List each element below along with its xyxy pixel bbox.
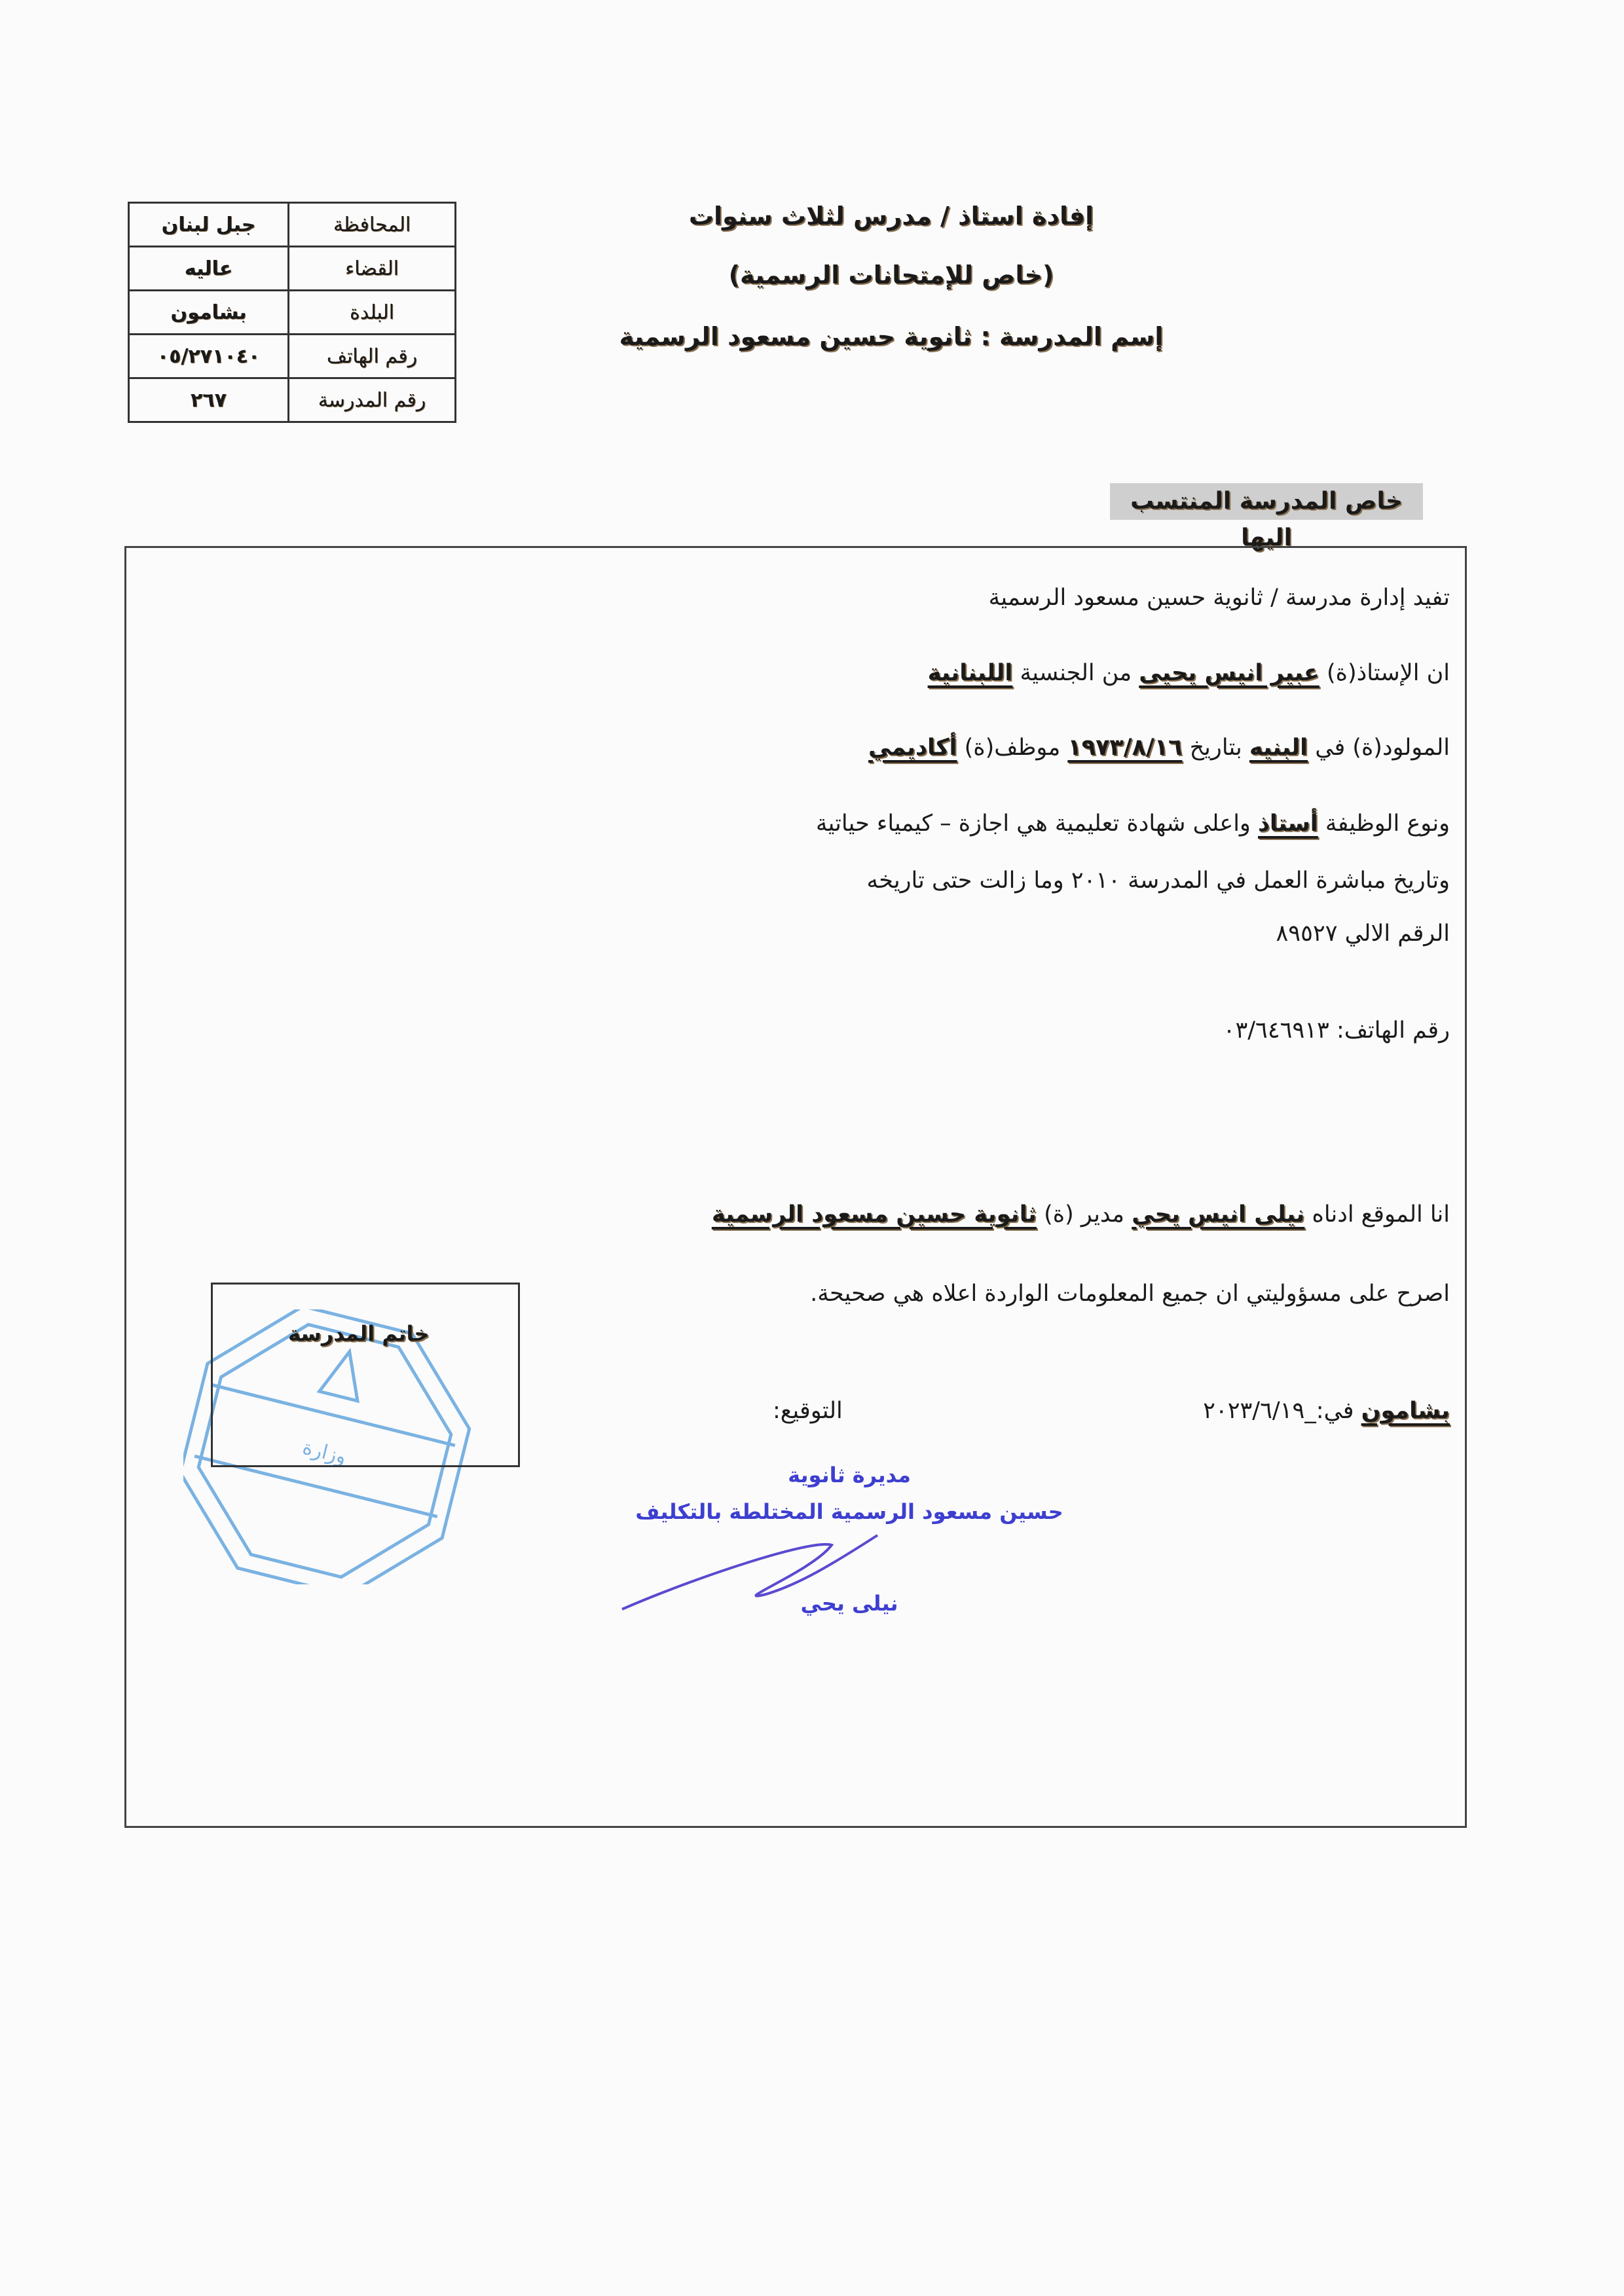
info-table bbox=[128, 202, 456, 423]
body-line-7: رقم الهاتف: ٠٣/٦٤٦٩١٣ bbox=[1223, 1017, 1450, 1044]
body-line-9: اصرح على مسؤوليتي ان جميع المعلومات الواردة اعلاه هي صحيحة. bbox=[810, 1281, 1450, 1307]
signature-title-2: حسين مسعود الرسمية المختلطة بالتكليف bbox=[635, 1499, 1063, 1524]
birth-date: ١٩٧٣/٨/١٦ bbox=[1067, 735, 1183, 761]
body-line-4: ونوع الوظيفة أستاذ واعلى شهادة تعليمية هي اجازة – كيمياء حياتية bbox=[815, 811, 1450, 837]
table-row: المحافظة جبل لبنان bbox=[129, 203, 456, 247]
signature-label: التوقيع: bbox=[773, 1398, 843, 1424]
director-name: نيلى انيس يحي bbox=[1132, 1201, 1305, 1228]
body-line-5: وتاريخ مباشرة العمل في المدرسة ٢٠١٠ وما زالت حتى تاريخه bbox=[866, 867, 1450, 894]
employee-type: أكاديمي bbox=[868, 735, 957, 761]
body-line-8: انا الموقع ادناه نيلى انيس يحي مدير (ة) ثانوية حسين مسعود الرسمية bbox=[711, 1201, 1450, 1228]
table-row: البلدة بشامون bbox=[129, 291, 456, 335]
date-line: بشامون في:_٢٠٢٣/٦/١٩ bbox=[1203, 1398, 1450, 1424]
stamp-box bbox=[211, 1283, 520, 1467]
job-type: أستاذ bbox=[1257, 811, 1318, 837]
teacher-name: عبير انيس يحيى bbox=[1139, 660, 1320, 686]
section-title: خاص المدرسة المنتسب اليها bbox=[1110, 483, 1423, 520]
document-title: إفادة استاذ / مدرس لثلاث سنوات bbox=[688, 202, 1094, 230]
table-row: رقم المدرسة ٢٦٧ bbox=[129, 378, 456, 422]
body-line-1: تفيد إدارة مدرسة / ثانوية حسين مسعود الرسمية bbox=[988, 585, 1450, 611]
stamp-label: خاتم المدرسة bbox=[288, 1321, 430, 1346]
school-name-heading: إسم المدرسة : ثانوية حسين مسعود الرسمية bbox=[619, 322, 1164, 351]
signature-name: نيلى يحي bbox=[800, 1591, 898, 1616]
table-row: القضاء عاليه bbox=[129, 247, 456, 291]
signature-title-1: مديرة ثانوية bbox=[788, 1463, 911, 1487]
director-school: ثانوية حسين مسعود الرسمية bbox=[711, 1201, 1037, 1228]
svg-text:وزارة: وزارة bbox=[300, 1436, 349, 1469]
document-subtitle: (خاص للإمتحانات الرسمية) bbox=[728, 261, 1054, 289]
body-line-3: المولود(ة) في البنيه بتاريخ ١٩٧٣/٨/١٦ موظف(ة) أكاديمي bbox=[868, 735, 1450, 761]
nationality: اللبنانية bbox=[927, 660, 1013, 686]
table-row: رقم الهاتف ٠٥/٢٧١٠٤٠ bbox=[129, 335, 456, 378]
birth-place: البنيه bbox=[1249, 735, 1308, 761]
body-line-2: ان الإستاذ(ة) عبير انيس يحيى من الجنسية اللبنانية bbox=[927, 660, 1450, 686]
body-line-6: الرقم الالي ٨٩٥٢٧ bbox=[1276, 920, 1450, 947]
